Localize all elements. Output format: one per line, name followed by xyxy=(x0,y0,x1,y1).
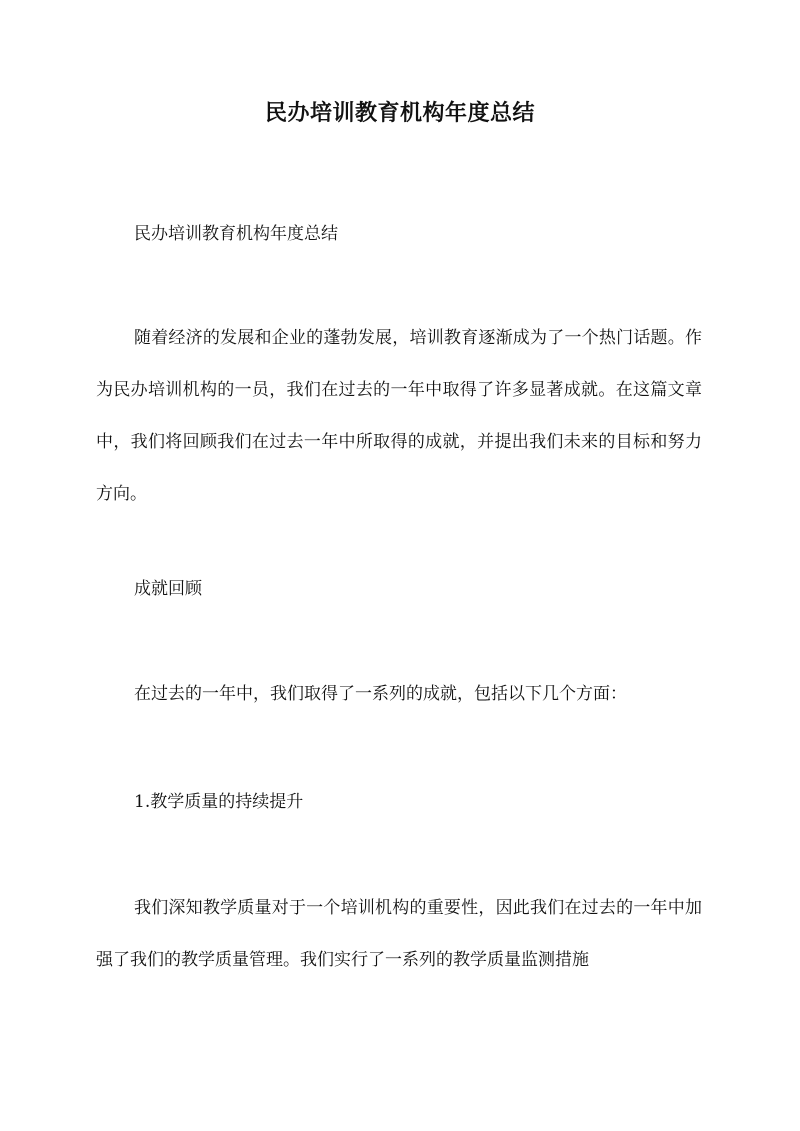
page-title: 民办培训教育机构年度总结 xyxy=(264,100,535,126)
intro-paragraph: 随着经济的发展和企业的蓬勃发展，培训教育逐渐成为了一个热门话题。作为民办培训机构的一员，我们在过去的一年中取得了许多显著成就。在这篇文章中，我们将回顾我们在过去一年中所取得的成就，并提出我们未来的目标和努力方向。 xyxy=(96,328,702,504)
teaching-quality-paragraph: 我们深知教学质量对于一个培训机构的重要性，因此我们在过去的一年中加强了我们的教学质量管理。我们实行了一系列的教学质量监测措施 xyxy=(96,898,702,970)
subtitle-paragraph: 民办培训教育机构年度总结 xyxy=(134,224,338,244)
subsection-heading-teaching-quality: 1.教学质量的持续提升 xyxy=(134,792,304,812)
section-heading-achievements: 成就回顾 xyxy=(134,579,202,599)
achievements-intro-paragraph: 在过去的一年中，我们取得了一系列的成就，包括以下几个方面： xyxy=(134,684,627,704)
